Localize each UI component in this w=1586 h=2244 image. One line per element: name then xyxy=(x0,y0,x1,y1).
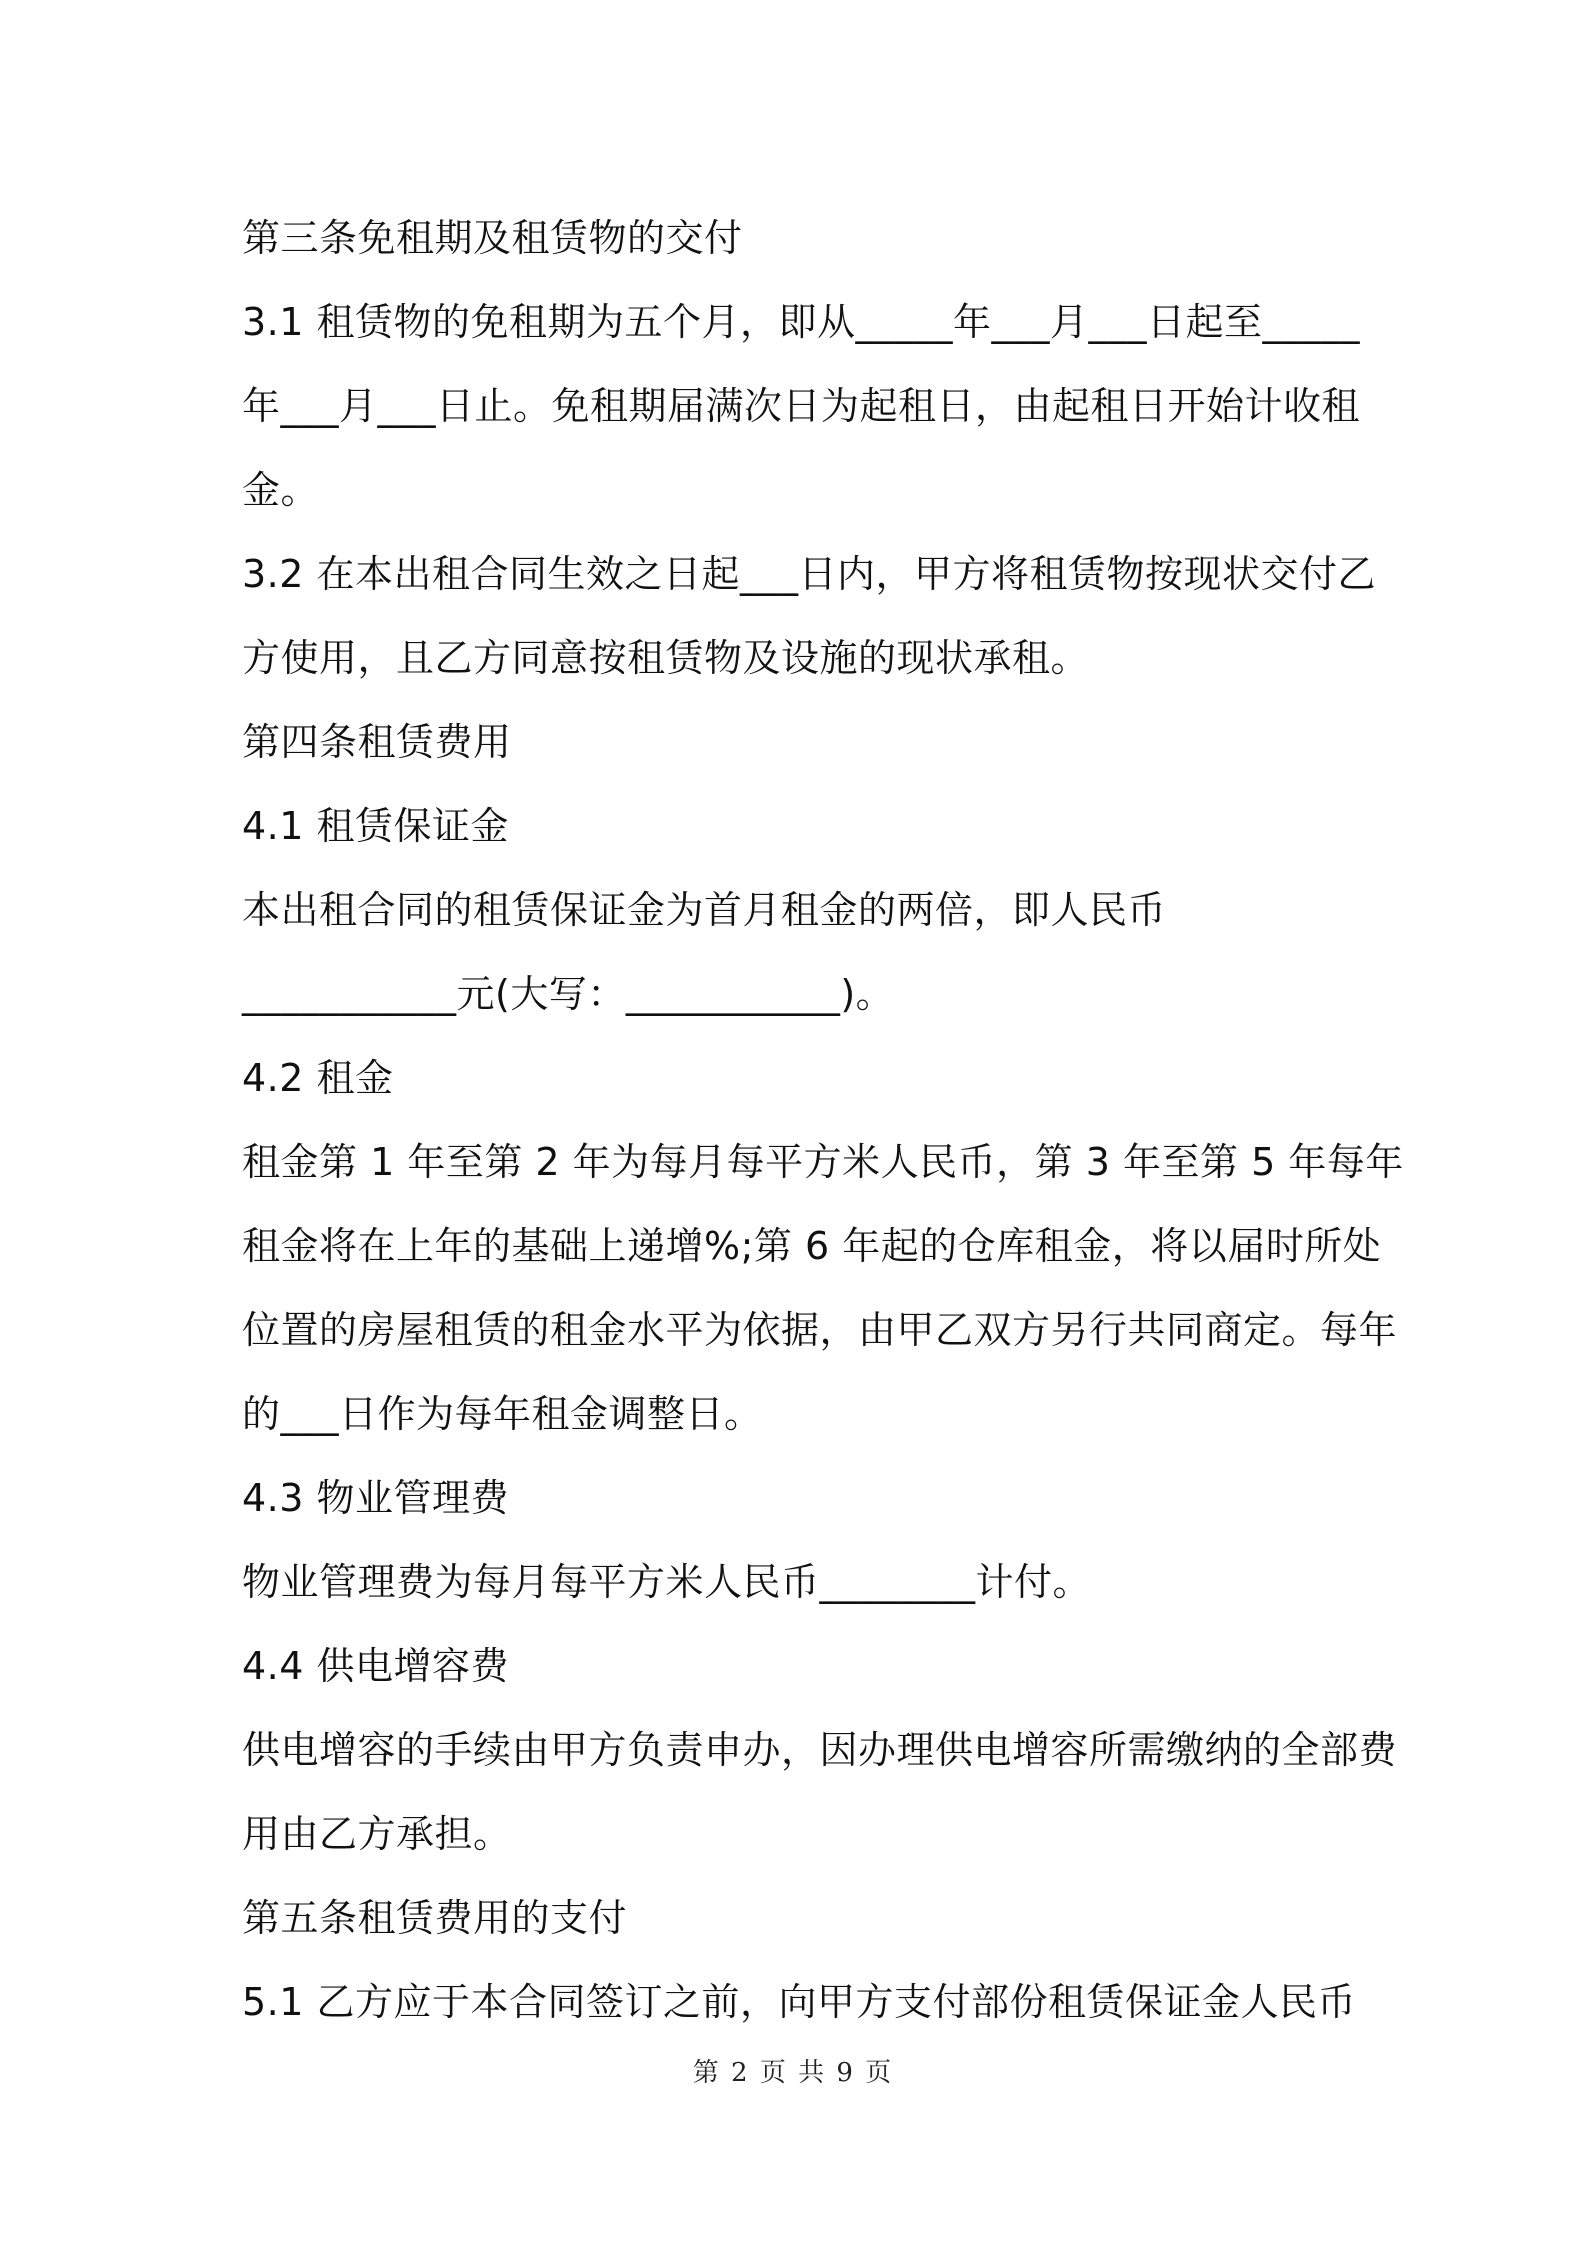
clause-4-2-line-3: 位置的房屋租赁的租金水平为依据，由甲乙双方另行共同商定。每年 xyxy=(242,1308,1398,1352)
clause-3-1-line-3: 金。 xyxy=(242,468,320,512)
section-heading-4: 第四条租赁费用 xyxy=(242,720,512,764)
clause-4-1-line-2: ___________元(大写：___________)。 xyxy=(242,972,895,1016)
clause-4-3-heading: 4.3 物业管理费 xyxy=(242,1476,510,1520)
clause-4-1-line-1: 本出租合同的租赁保证金为首月租金的两倍，即人民币 xyxy=(242,888,1167,932)
document-body xyxy=(242,196,1404,2044)
clause-3-1-line-1: 3.1 租赁物的免租期为五个月，即从_____年___月___日起至_____ xyxy=(242,300,1361,344)
clause-4-4-heading: 4.4 供电增容费 xyxy=(242,1644,510,1688)
page-number-footer: 第 2 页 共 9 页 xyxy=(692,2058,894,2088)
clause-4-2-line-4: 的___日作为每年租金调整日。 xyxy=(242,1392,763,1436)
section-heading-3: 第三条免租期及租赁物的交付 xyxy=(242,216,743,260)
clause-4-2-line-2: 租金将在上年的基础上递增%;第 6 年起的仓库租金，将以届时所处 xyxy=(242,1224,1382,1268)
clause-4-2-line-1: 租金第 1 年至第 2 年为每月每平方米人民币，第 3 年至第 5 年每年 xyxy=(242,1140,1404,1184)
clause-4-2-heading: 4.2 租金 xyxy=(242,1056,394,1100)
clause-4-1-heading: 4.1 租赁保证金 xyxy=(242,804,510,848)
clause-5-1-line-1: 5.1 乙方应于本合同签订之前，向甲方支付部份租赁保证金人民币 xyxy=(242,1980,1357,2024)
clause-3-1-line-2: 年___月___日止。免租期届满次日为起租日，由起租日开始计收租 xyxy=(242,384,1361,428)
clause-3-2-line-2: 方使用，且乙方同意按租赁物及设施的现状承租。 xyxy=(242,636,1090,680)
clause-4-4-line-1: 供电增容的手续由甲方负责申办，因办理供电增容所需缴纳的全部费 xyxy=(242,1728,1398,1772)
section-heading-5: 第五条租赁费用的支付 xyxy=(242,1896,628,1940)
clause-4-3-line-1: 物业管理费为每月每平方米人民币________计付。 xyxy=(242,1560,1092,1604)
clause-4-4-line-2: 用由乙方承担。 xyxy=(242,1812,512,1856)
clause-3-2-line-1: 3.2 在本出租合同生效之日起___日内，甲方将租赁物按现状交付乙 xyxy=(242,552,1377,596)
